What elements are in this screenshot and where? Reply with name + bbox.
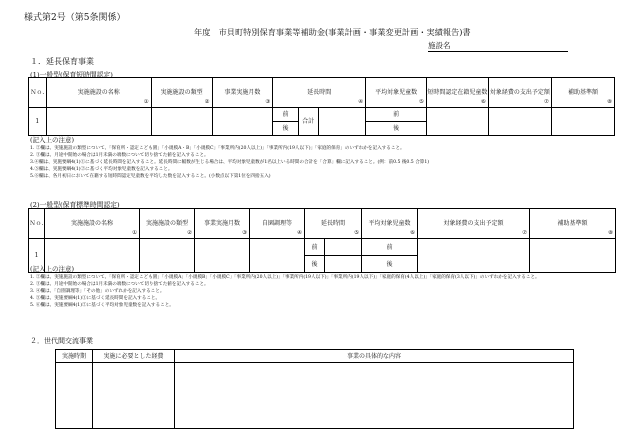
- table-intergenerational: [55, 349, 574, 429]
- note-line: 2. ③欄は、月途中開始の場合は1月未満の端数について切り捨てた値を記入すること。: [30, 153, 209, 158]
- note-line: 3. ④欄は、「自園調理等」「その他」のいずれかを記入すること。: [30, 289, 165, 294]
- section1-heading: １．延長保育事業: [30, 57, 94, 66]
- row-no-cell: 1: [29, 108, 47, 136]
- cell-after-avg-label: 後: [362, 256, 418, 273]
- col-header-no: Ｎｏ.: [29, 209, 45, 239]
- note-line: 5.⑥欄は、各月初日において在籍する短時間認定児童数を平均した数を記入すること。(小数点以下第1位を四捨五入): [30, 174, 271, 179]
- cell-content[interactable]: [175, 363, 574, 429]
- col-header-expense: 対象経費の支出予定額 ⑦: [418, 209, 530, 239]
- col-header-months: 事業実施月数 ③: [212, 78, 273, 108]
- cell-before-avg-label: 前: [366, 108, 427, 122]
- col-header-facility-name: 実施施設の名称 ①: [45, 209, 140, 239]
- section1-sub2-heading: (2)一般型(保育標準時間認定): [30, 201, 120, 209]
- col-header-expense: 対象経費の支出予定額 ⑦: [488, 78, 551, 108]
- table-extended-care-standard: [28, 208, 616, 273]
- col-header-avg-children: 平均対象児童数 ⑤: [366, 78, 427, 108]
- cell-months[interactable]: [212, 108, 273, 136]
- col-header-facility-name: 実施施設の名称 ①: [46, 78, 151, 108]
- section1-sub1-heading: (1)一般型(保育短時間認定): [30, 71, 113, 79]
- col-header-short-enrolled: 短時間認定在籍児童数 ⑥: [426, 78, 488, 108]
- cell-before-label: 前: [273, 108, 298, 122]
- col-header-no: Ｎｏ.: [29, 78, 47, 108]
- cell-after-avg-label: 後: [366, 122, 427, 136]
- col-header-required-expense: 実施に必要とした経費: [93, 350, 175, 363]
- cell-total-label: 合計: [298, 108, 318, 136]
- cell-before-avg-label: 前: [362, 239, 418, 256]
- col-header-extension-hours: 延長時間 ④: [273, 78, 366, 108]
- cell-facility-type[interactable]: [151, 108, 212, 136]
- col-header-extension-hours: 延長時間 ⑤: [305, 209, 362, 239]
- note-line: 2. ③欄は、月途中開始の場合は1月未満の端数について切り捨てた値を記入すること。: [30, 282, 209, 287]
- note-line: 5. ⑥欄は、実施要綱4(1)②に基づく平均対象児童数を記入すること。: [30, 303, 174, 308]
- notes-section1-2: [30, 265, 615, 309]
- col-header-standard-amount: 補助基準額 ⑧: [530, 209, 616, 239]
- col-header-avg-children: 平均対象児童数 ⑥: [362, 209, 418, 239]
- page-title: 年度 市貝町特別保育事業等補助金(事業計画・事業変更計画・実績報告)書: [194, 27, 471, 37]
- notes-section1-1: [30, 136, 615, 180]
- notes-heading: (記入上の注意): [30, 265, 75, 273]
- note-line: 1. ②欄は、実施施設の類型について、「保育所・認定こども園」「小規模A・B」「小規模C」「事業所内(20人以上)」「事業所内(19人以下)」「家庭的保育」のいずれかを記入すること。: [30, 146, 405, 151]
- col-header-period: 実施時期: [56, 350, 93, 363]
- section2-heading: ２．世代間交流事業: [30, 337, 93, 345]
- row-no-cell: 1: [29, 239, 45, 273]
- cell-before-hours[interactable]: [325, 239, 362, 256]
- cell-short-enrolled[interactable]: [426, 108, 488, 136]
- col-header-facility-type: 実施施設の類型 ②: [151, 78, 212, 108]
- col-header-months: 事業実施月数 ③: [195, 209, 250, 239]
- col-header-content: 事業の具体的な内容: [175, 350, 574, 363]
- cell-period[interactable]: [56, 363, 93, 429]
- note-line: 1. ②欄は、実施施設の類型について、「保育所・認定こども園」「小規模A」「小規模B」「小規模C」「事業所内(20人以上)」「事業所内(19人以下)」「事業所内(19人以下)」「家庭的保育(4人以上)」「家庭的保育(3人以下)」のいずれかを記入すること。: [30, 275, 540, 280]
- note-line: 4. ⑤欄は、実施要綱4(1)①に基づく延長時間を記入すること。: [30, 296, 161, 301]
- col-header-facility-type: 実施施設の類型 ②: [140, 209, 195, 239]
- note-line: 3.④欄は、実施要綱4(1)①に基づく延長時間を記入すること。延長時間に幅数が生じる場合は、平均対象児童数が1名以上いる時間の合計を「合算」欄に記入すること。(例：前0.5 後0.5 合算1): [30, 160, 430, 165]
- cell-standard-amount[interactable]: [551, 108, 614, 136]
- table-extended-care-short: [28, 77, 615, 136]
- cell-after-label: 後: [273, 122, 298, 136]
- cell-after-label: 後: [305, 256, 325, 273]
- notes-heading: (記入上の注意): [30, 136, 75, 144]
- note-line: 4.⑤欄は、実施要綱4(1)②に基づく平均対象児童数を記入すること。: [30, 167, 173, 172]
- cell-total-value[interactable]: [318, 108, 366, 136]
- cell-expense[interactable]: [488, 108, 551, 136]
- form-number: 様式第2号（第5条関係）: [24, 13, 126, 23]
- cell-required-expense[interactable]: [93, 363, 175, 429]
- col-header-own-cooking: 自園調理等 ④: [250, 209, 305, 239]
- cell-before-label: 前: [305, 239, 325, 256]
- col-header-standard-amount: 補助基準額 ⑧: [551, 78, 614, 108]
- cell-facility-name[interactable]: [46, 108, 151, 136]
- facility-name-field[interactable]: 施設名: [428, 40, 568, 52]
